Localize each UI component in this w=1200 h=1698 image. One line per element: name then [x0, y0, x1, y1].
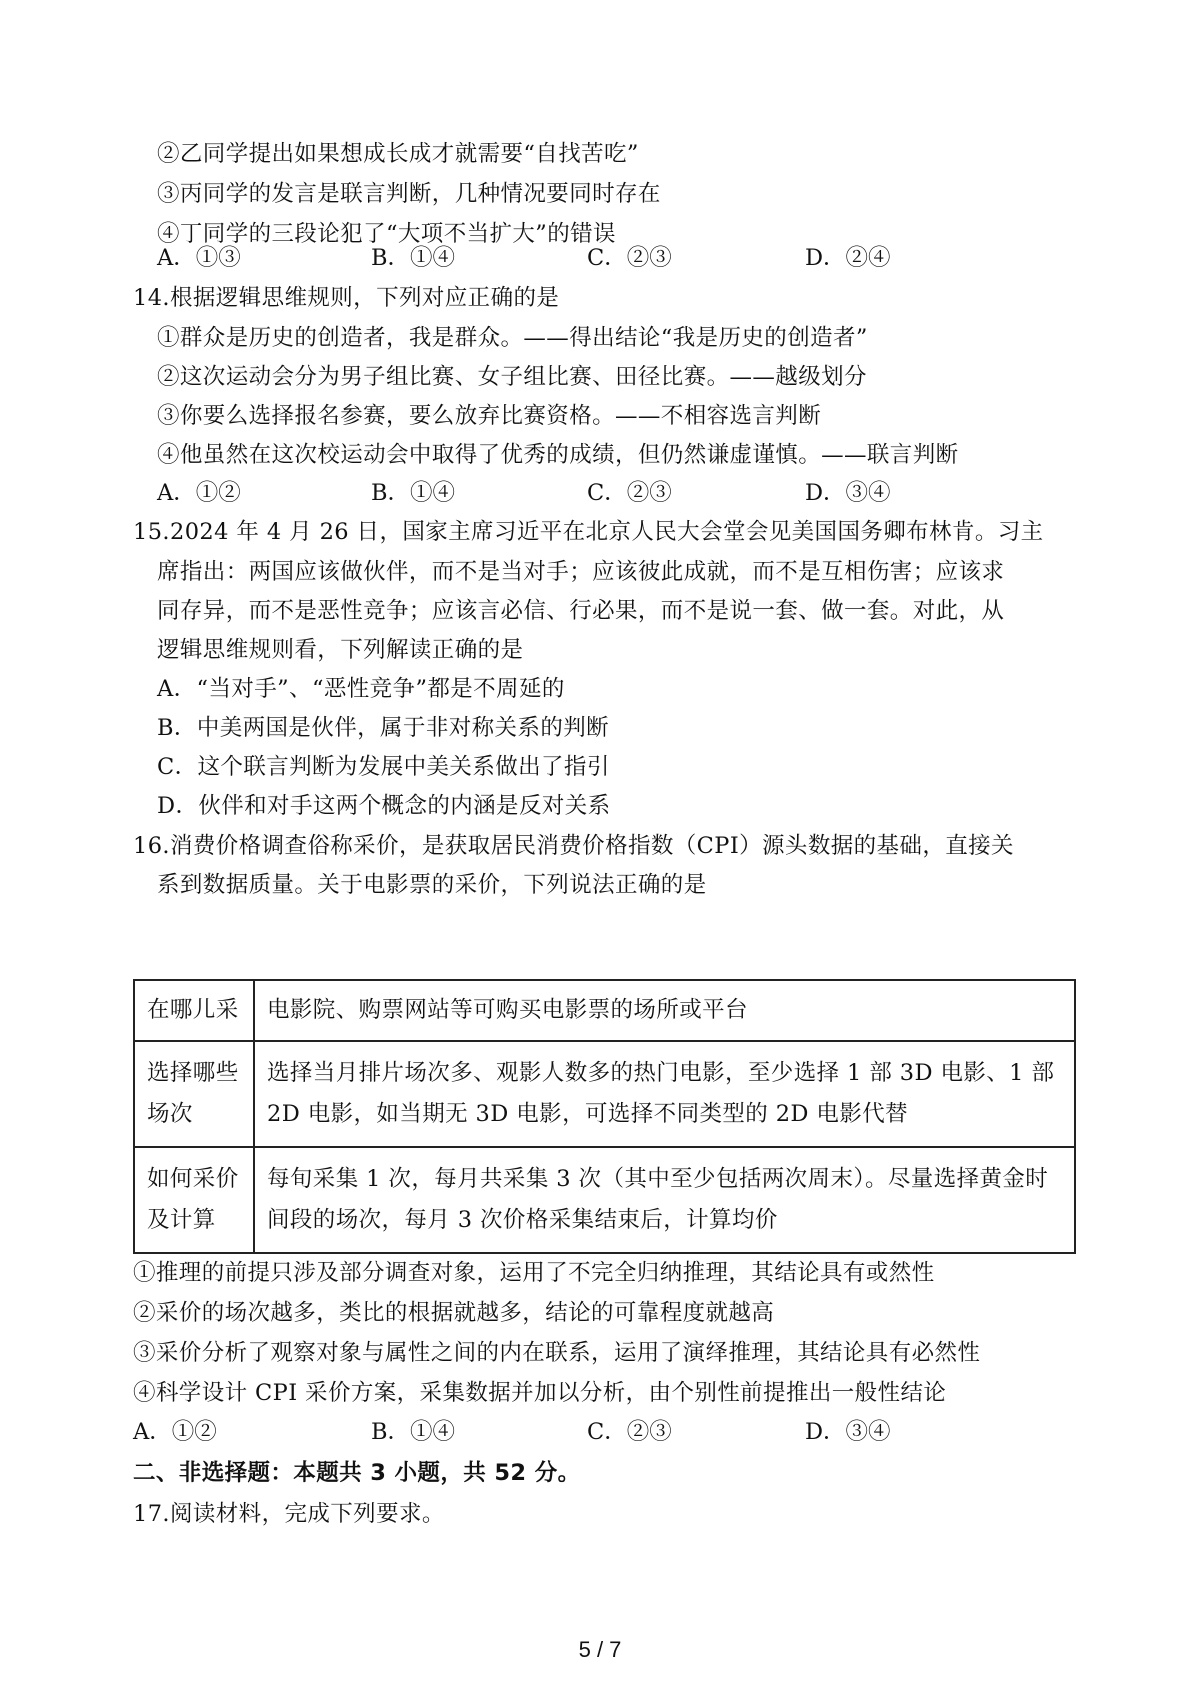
- q14-stem: 14.根据逻辑思维规则，下列对应正确的是: [133, 285, 560, 311]
- q16-stem-line-2: 系到数据质量。关于电影票的采价，下列说法正确的是: [157, 872, 707, 898]
- q16-option-d: D．③④: [805, 1419, 891, 1445]
- q13-statement-4: ④丁同学的三段论犯了“大项不当扩大”的错误: [157, 221, 616, 247]
- q13-option-b: B．①④: [371, 245, 456, 271]
- q14-statement-1: ①群众是历史的创造者，我是群众。——得出结论“我是历史的创造者”: [157, 325, 868, 351]
- table-row-header: 选择哪些场次: [134, 1041, 254, 1147]
- q16-stem-line-1: 16.消费价格调查俗称采价，是获取居民消费价格指数（CPI）源头数据的基础，直接关: [133, 833, 1014, 859]
- q15-stem-line-3: 同存异，而不是恶性竞争；应该言必信、行必果，而不是说一套、做一套。对此，从: [157, 598, 1005, 624]
- q14-option-b: B．①④: [371, 480, 456, 506]
- table-row: [134, 1041, 1075, 1147]
- q14-statement-4: ④他虽然在这次校运动会中取得了优秀的成绩，但仍然谦虚谨慎。——联言判断: [157, 442, 959, 468]
- q13-statement-2: ②乙同学提出如果想成长成才就需要“自找苦吃”: [157, 141, 639, 167]
- q15-option-c: C．这个联言判断为发展中美关系做出了指引: [157, 754, 610, 780]
- q14-statement-2: ②这次运动会分为男子组比赛、女子组比赛、田径比赛。——越级划分: [157, 364, 867, 390]
- table-row: [134, 1147, 1075, 1253]
- q14-statement-3: ③你要么选择报名参赛，要么放弃比赛资格。——不相容选言判断: [157, 403, 822, 429]
- table-row-header: 如何采价及计算: [134, 1147, 254, 1253]
- q15-stem-line-4: 逻辑思维规则看，下列解读正确的是: [157, 637, 524, 663]
- q14-options: [157, 477, 1057, 509]
- price-collection-table: [133, 979, 1076, 1254]
- page-number: 5 / 7: [578, 1637, 622, 1662]
- q13-statement-3: ③丙同学的发言是联言判断，几种情况要同时存在: [157, 181, 661, 207]
- q15-stem-line-2: 席指出：两国应该做伙伴，而不是当对手；应该彼此成就，而不是互相伤害；应该求: [157, 559, 1005, 585]
- q13-options: [157, 242, 1057, 274]
- q16-statement-4: ④科学设计 CPI 采价方案，采集数据并加以分析，由个别性前提推出一般性结论: [133, 1380, 947, 1406]
- q14-option-d: D．③④: [805, 480, 891, 506]
- q16-statement-3: ③采价分析了观察对象与属性之间的内在联系，运用了演绎推理，其结论具有必然性: [133, 1340, 981, 1366]
- section-heading: 二、非选择题：本题共 3 小题，共 52 分。: [133, 1460, 581, 1486]
- q17-stem: 17.阅读材料，完成下列要求。: [133, 1501, 445, 1527]
- q13-option-c: C．②③: [587, 245, 672, 271]
- table-cell: 选择当月排片场次多、观影人数多的热门电影，至少选择 1 部 3D 电影、1 部 2D 电影，如当期无 3D 电影，可选择不同类型的 2D 电影代替: [254, 1041, 1075, 1147]
- table-row: [134, 980, 1075, 1041]
- q16-option-a: A．①②: [133, 1419, 217, 1445]
- q14-option-c: C．②③: [587, 480, 672, 506]
- q14-option-a: A．①②: [157, 480, 241, 506]
- q13-option-d: D．②④: [805, 245, 891, 271]
- q16-statement-2: ②采价的场次越多，类比的根据就越多，结论的可靠程度就越高: [133, 1300, 775, 1326]
- q16-option-b: B．①④: [371, 1419, 456, 1445]
- q15-option-a: A．“当对手”、“恶性竞争”都是不周延的: [157, 676, 565, 702]
- q15-option-d: D．伙伴和对手这两个概念的内涵是反对关系: [157, 793, 611, 819]
- q15-stem-line-1: 15.2024 年 4 月 26 日，国家主席习近平在北京人民大会堂会见美国国务卿布林肯。习主: [133, 519, 1044, 545]
- q16-statement-1: ①推理的前提只涉及部分调查对象，运用了不完全归纳推理，其结论具有或然性: [133, 1260, 935, 1286]
- q13-option-a: A．①③: [157, 245, 241, 271]
- table-row-header: 在哪儿采: [134, 980, 254, 1041]
- table-cell: 每旬采集 1 次，每月共采集 3 次（其中至少包括两次周末）。尽量选择黄金时间段的场次，每月 3 次价格采集结束后，计算均价: [254, 1147, 1075, 1253]
- table-cell: 电影院、购票网站等可购买电影票的场所或平台: [254, 980, 1075, 1041]
- q16-option-c: C．②③: [587, 1419, 672, 1445]
- q16-options: [133, 1416, 1033, 1448]
- q15-option-b: B．中美两国是伙伴，属于非对称关系的判断: [157, 715, 610, 741]
